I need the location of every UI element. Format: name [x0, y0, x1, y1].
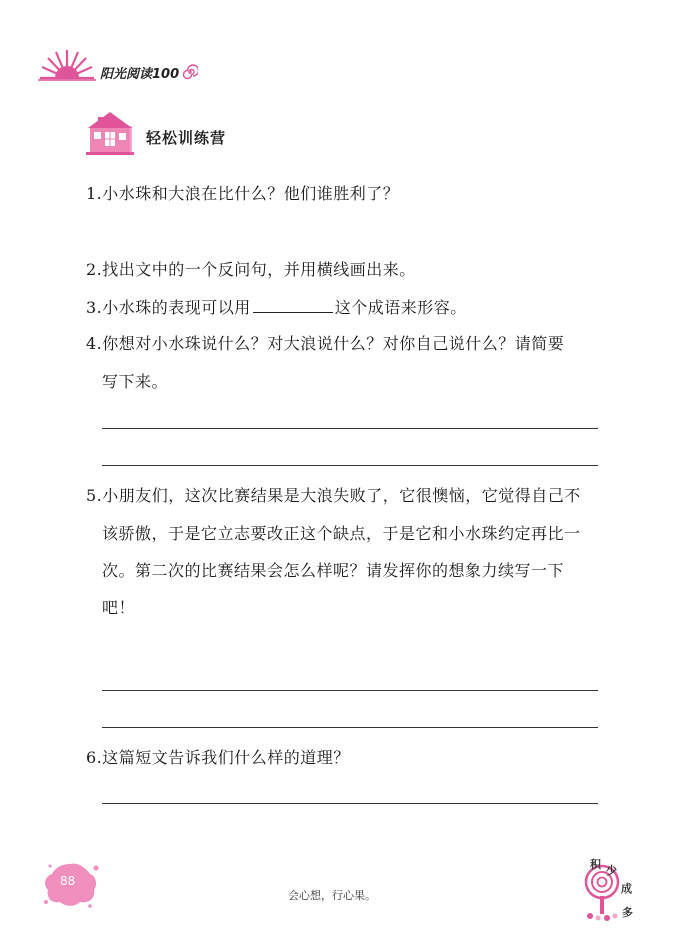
question-4-line-1: 4.你想对小水珠说什么？对大浪说什么？对你自己说什么？请简要 — [86, 334, 565, 353]
question-5-line-3: 次。第二次的比赛结果会怎么样呢？请发挥你的想象力续写一下 — [102, 561, 565, 580]
spiral-tree-icon — [580, 862, 624, 922]
question-4-line-2: 写下来。 — [102, 372, 169, 391]
question-3 — [86, 297, 467, 318]
question-6: 6.这篇短文告诉我们什么样的道理？ — [86, 748, 350, 767]
answer-line[interactable] — [102, 690, 598, 691]
brand-title: 阳光阅读100 — [100, 67, 180, 82]
footer-motto: 会心想，行心果。 — [288, 889, 376, 902]
answer-line[interactable] — [102, 465, 598, 466]
house-icon — [84, 108, 136, 156]
page-number: 88 — [60, 874, 76, 888]
stamp-char-1: 积 — [590, 858, 601, 871]
question-5-line-1: 5.小朋友们，这次比赛结果是大浪失败了，它很懊恼，它觉得自己不 — [86, 486, 581, 505]
question-3-before: 3.小水珠的表现可以用 — [86, 298, 251, 317]
answer-blank[interactable] — [253, 297, 333, 313]
answer-line[interactable] — [102, 428, 598, 429]
question-3-after: 这个成语来形容。 — [334, 298, 467, 317]
answer-line[interactable] — [102, 727, 598, 728]
stamp-char-3: 成 — [621, 882, 632, 895]
stamp-char-4: 多 — [622, 906, 633, 919]
answer-line[interactable] — [102, 803, 598, 804]
question-2: 2.找出文中的一个反问句，并用横线画出来。 — [86, 260, 416, 279]
question-1: 1.小水珠和大浪在比什么？他们谁胜利了？ — [86, 184, 400, 203]
question-5-line-2: 该骄傲，于是它立志要改正这个缺点，于是它和小水珠约定再比一 — [102, 524, 581, 543]
stamp-char-2: 少 — [606, 864, 617, 877]
question-5-line-4: 吧！ — [102, 598, 136, 617]
swirl-icon — [182, 64, 198, 80]
section-title: 轻松训练营 — [146, 129, 227, 147]
sunburst-icon — [36, 48, 98, 82]
